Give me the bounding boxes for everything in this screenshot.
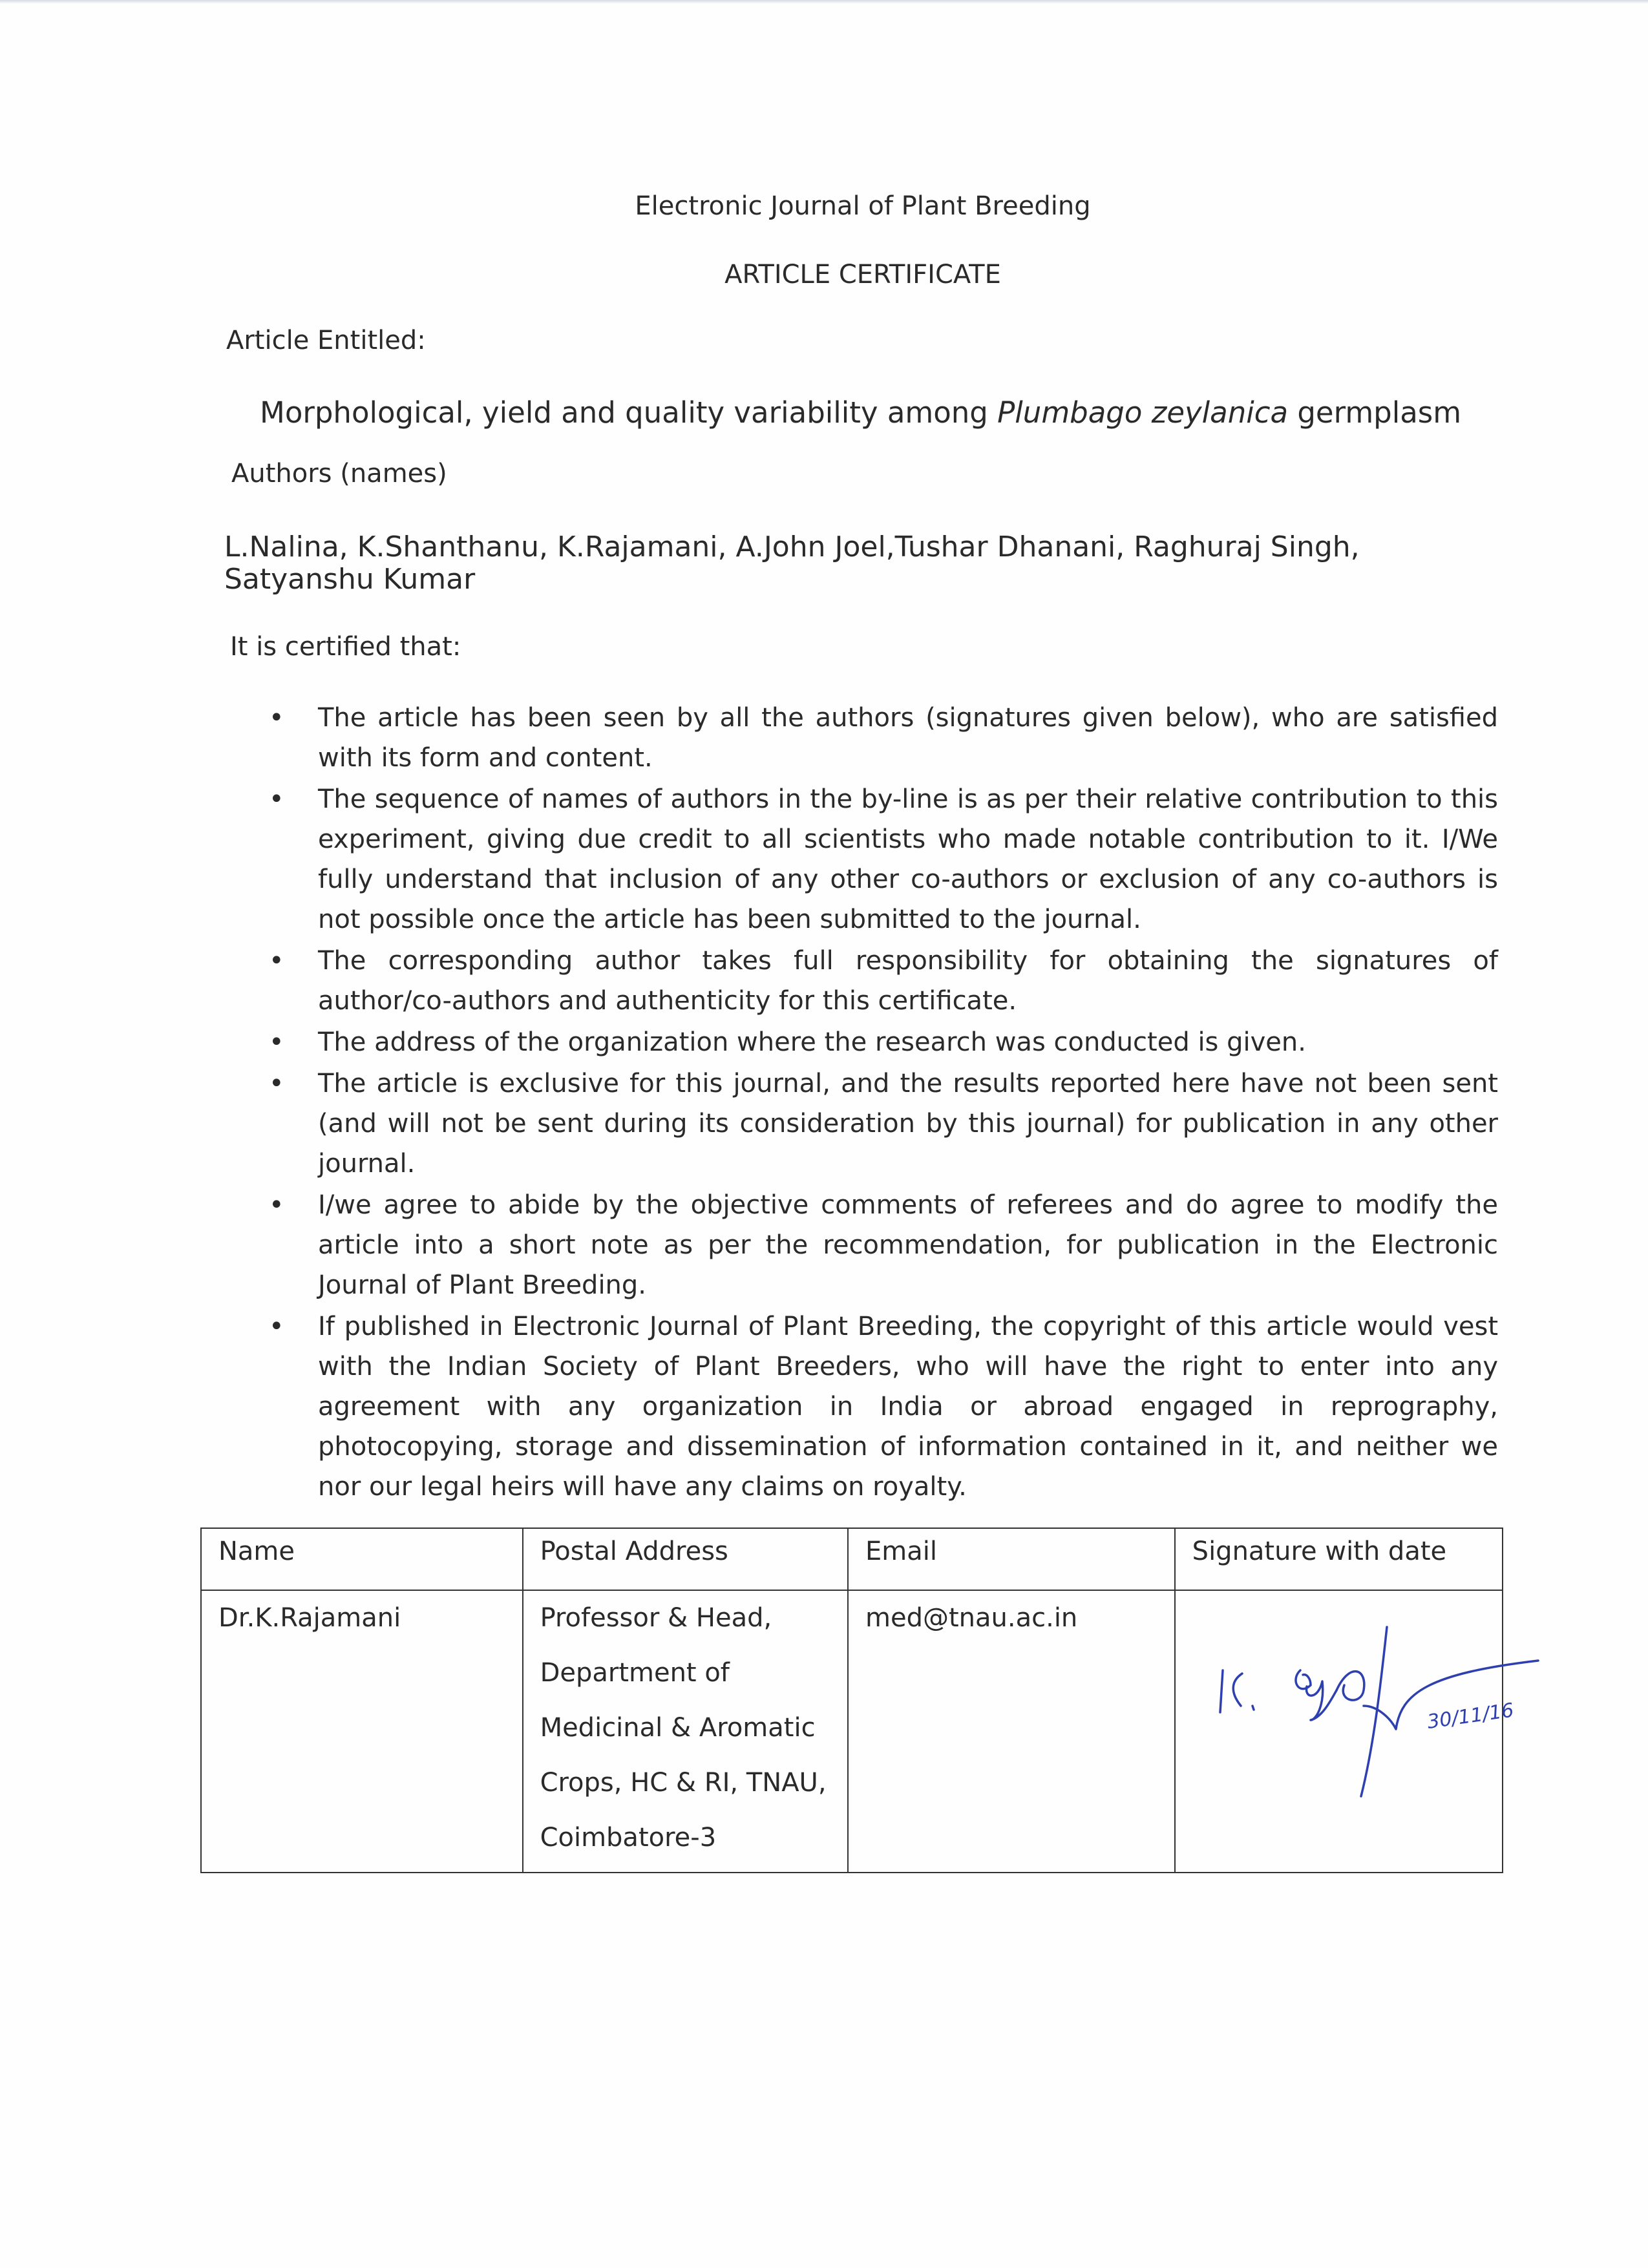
certification-points	[264, 698, 1498, 1507]
cell-name: Dr.K.Rajamani	[201, 1590, 523, 1873]
bullet-icon: •	[269, 1027, 284, 1057]
address-line: Professor & Head,	[540, 1603, 772, 1633]
bullet-icon: •	[269, 784, 284, 814]
certification-point: • I/we agree to abide by the objective comments of referees and do agree to modify the article into a short note as per the recommendation, for publication in the Electronic Journal of Plant Breeding.	[264, 1185, 1498, 1305]
header-name: Name	[201, 1528, 523, 1590]
certification-point: • The sequence of names of authors in the by-line is as per their relative contribution to this experiment, giving due credit to all scientists who made notable contribution to it. I/We fully understand that inclusion of any other co-authors or exclusion of any co-authors is not possible once the article has been submitted to the journal.	[264, 779, 1498, 940]
bullet-icon: •	[269, 1069, 284, 1098]
certification-point: • The article is exclusive for this journal, and the results reported here have not been sent (and will not be sent during its consideration by this journal) for publication in any other journal.	[264, 1064, 1498, 1184]
bullet-icon: •	[269, 946, 284, 976]
address-line: Medicinal & Aromatic	[540, 1713, 816, 1743]
authors-label: Authors (names)	[231, 459, 447, 488]
article-title	[260, 395, 1461, 430]
header-signature: Signature with date	[1175, 1528, 1503, 1590]
article-title-species: Plumbago zeylanica	[997, 395, 1289, 430]
handwritten-signature	[1202, 1609, 1564, 1829]
header-email: Email	[848, 1528, 1175, 1590]
header-postal-address: Postal Address	[523, 1528, 848, 1590]
certified-label: It is certified that:	[230, 632, 461, 662]
address-line: Crops, HC & RI, TNAU,	[540, 1768, 827, 1798]
certification-point: • The address of the organization where the research was conducted is given.	[264, 1022, 1498, 1062]
bullet-icon: •	[269, 1312, 284, 1341]
article-entitled-label: Article Entitled:	[226, 326, 426, 355]
signature-date: 30/11/16	[1426, 1699, 1516, 1734]
bullet-icon: •	[269, 1190, 284, 1220]
bullet-icon: •	[269, 703, 284, 733]
address-line: Coimbatore-3	[540, 1823, 717, 1853]
certificate-heading: ARTICLE CERTIFICATE	[724, 260, 1001, 289]
article-title-part2: germplasm	[1288, 395, 1462, 430]
scan-edge	[0, 0, 1648, 4]
article-title-part1: Morphological, yield and quality variability among	[260, 395, 998, 430]
authors-list: L.Nalina, K.Shanthanu, K.Rajamani, A.John Joel,Tushar Dhanani, Raghuraj Singh, Satyanshu Kumar	[224, 530, 1360, 596]
cell-postal-address	[523, 1590, 848, 1873]
table-header-row	[201, 1528, 1503, 1590]
certification-point: • The corresponding author takes full responsibility for obtaining the signatures of author/co-authors and authenticity for this certificate.	[264, 941, 1498, 1021]
journal-name: Electronic Journal of Plant Breeding	[635, 191, 1091, 221]
certification-point: • The article has been seen by all the authors (signatures given below), who are satisfied with its form and content.	[264, 698, 1498, 778]
certification-point: • If published in Electronic Journal of Plant Breeding, the copyright of this article would vest with the Indian Society of Plant Breeders, who will have the right to enter into any agreement with any organization in India or abroad engaged in reprography, photocopying, storage and dissemination of information contained in it, and neither we nor our legal heirs will have any claims on royalty.	[264, 1307, 1498, 1507]
address-line: Department of	[540, 1658, 730, 1688]
cell-email: med@tnau.ac.in	[848, 1590, 1175, 1873]
